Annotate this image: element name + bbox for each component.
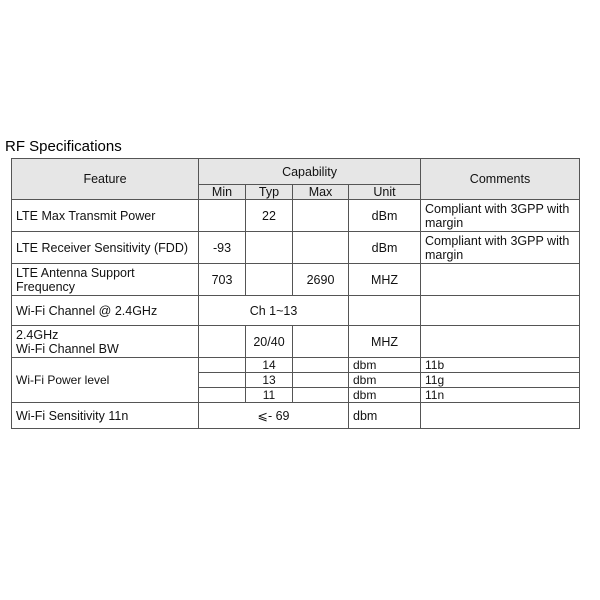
comment-cell [421, 403, 580, 429]
max-cell [293, 358, 349, 373]
comment-cell [421, 296, 580, 326]
feature-line-1: 2.4GHz [16, 327, 59, 342]
table-row [12, 264, 580, 296]
comment-cell [421, 264, 580, 296]
max-cell [293, 232, 349, 264]
max-cell [293, 326, 349, 358]
typ-cell: 11 [246, 388, 293, 403]
feature-cell: LTE Receiver Sensitivity (FDD) [12, 232, 199, 264]
header-row [12, 159, 580, 185]
feature-line-2: Wi-Fi Channel BW [16, 341, 119, 356]
table-row [12, 326, 580, 358]
typ-cell [246, 264, 293, 296]
table-row [12, 403, 580, 429]
typ-cell: 14 [246, 358, 293, 373]
min-cell [199, 358, 246, 373]
comment-cell: 11b [421, 358, 580, 373]
unit-cell: dbm [349, 358, 421, 373]
typ-cell: 13 [246, 373, 293, 388]
comment-cell: Compliant with 3GPP with margin [421, 232, 580, 264]
header-min: Min [199, 185, 246, 200]
min-cell [199, 388, 246, 403]
feature-cell: Wi-Fi Power level [12, 358, 199, 403]
feature-cell: LTE Antenna Support Frequency [12, 264, 199, 296]
table-row [12, 296, 580, 326]
feature-cell: Wi-Fi Sensitivity 11n [12, 403, 199, 429]
channel-range-cell: Ch 1~13 [199, 296, 349, 326]
max-cell [293, 200, 349, 232]
table-row [12, 232, 580, 264]
unit-cell: MHZ [349, 264, 421, 296]
feature-cell: Wi-Fi Channel @ 2.4GHz [12, 296, 199, 326]
unit-cell [349, 296, 421, 326]
min-cell [199, 326, 246, 358]
header-comments: Comments [421, 159, 580, 200]
unit-cell: dbm [349, 373, 421, 388]
header-feature: Feature [12, 159, 199, 200]
feature-cell [12, 326, 199, 358]
unit-cell: dbm [349, 388, 421, 403]
table-row [12, 358, 580, 373]
min-cell [199, 373, 246, 388]
typ-cell [246, 232, 293, 264]
typ-cell: 20/40 [246, 326, 293, 358]
header-typ: Typ [246, 185, 293, 200]
unit-cell: MHZ [349, 326, 421, 358]
unit-cell: dBm [349, 200, 421, 232]
max-cell [293, 388, 349, 403]
table-row [12, 200, 580, 232]
comment-cell [421, 326, 580, 358]
unit-cell: dBm [349, 232, 421, 264]
max-cell [293, 373, 349, 388]
unit-cell: dbm [349, 403, 421, 429]
section-title: RF Specifications [5, 138, 122, 155]
sensitivity-value-cell: ⩽- 69 [199, 403, 349, 429]
comment-cell: 11g [421, 373, 580, 388]
comment-cell: Compliant with 3GPP with margin [421, 200, 580, 232]
header-capability: Capability [199, 159, 421, 185]
header-max: Max [293, 185, 349, 200]
header-unit: Unit [349, 185, 421, 200]
comment-cell: 11n [421, 388, 580, 403]
min-cell [199, 200, 246, 232]
rf-spec-table [11, 158, 580, 429]
typ-cell: 22 [246, 200, 293, 232]
feature-cell: LTE Max Transmit Power [12, 200, 199, 232]
min-cell: 703 [199, 264, 246, 296]
min-cell: -93 [199, 232, 246, 264]
max-cell: 2690 [293, 264, 349, 296]
